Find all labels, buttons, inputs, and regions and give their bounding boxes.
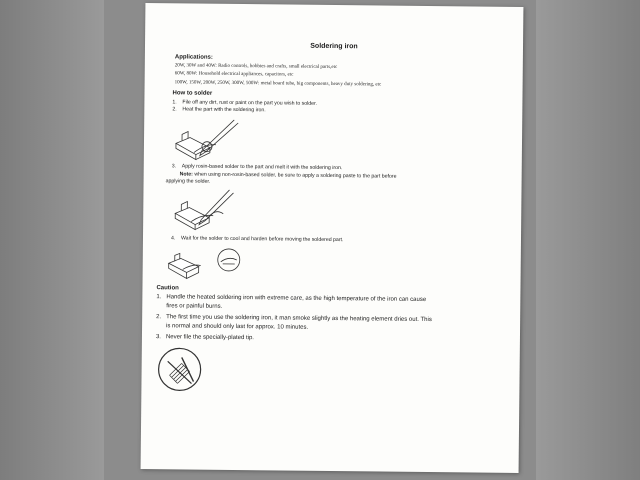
caution-2-number: 2. [156,314,162,321]
caution-item-2-line-2: is normal and should only last for approx. 10 minutes. [166,323,309,331]
step-2-text: Heat the part with the soldering iron. [182,106,266,114]
background-right [536,0,640,480]
caution-item-1-line-2: fires or painful burns. [166,303,223,310]
step-3-number: 3. [171,163,177,170]
soldering-cool-illustration-icon [165,245,249,282]
soldering-apply-solder-illustration-icon [171,183,244,234]
no-filing-tip-icon [155,345,204,394]
step-2 [172,106,265,113]
caution-3-number: 3. [155,334,161,341]
step-3 [172,163,343,171]
step-4-text: Wait for the solder to cool and harden before moving the soldered part. [180,235,344,244]
step-4 [171,235,344,243]
caution-1-number: 1. [156,294,162,301]
applications-line-3: 100W, 150W, 200W, 250W, 300W, 500W: metal board tube, big components, heavy duty soldering, etc [174,80,382,88]
note-line-2: applying the solder. [165,178,211,185]
soldering-heat-illustration-icon [172,117,244,164]
applications-line-1: 20W, 30W and 40W: Radio controls, hobbies and crafts, small electrical parts,etc [174,63,338,71]
note-line-1 [180,171,397,179]
step-2-number: 2. [172,106,177,113]
caution-item-2 [156,314,432,323]
step-4-number: 4. [170,235,176,242]
document-title: Soldering iron [310,42,358,51]
note-text-1: when using non-rosin-based solder, be sure to apply a soldering paste to the part before [192,171,397,180]
applications-line-2: 60W, 80W: Household electrical appliances, capacitors, etc [174,71,294,78]
caution-1-text: Handle the heated soldering iron with extreme care, as the high temperature of the iron can cause [166,294,427,303]
applications-heading: Applications: [174,54,213,61]
note-label: Note: [179,171,193,178]
caution-heading: Caution [156,285,179,292]
step-1-text: File off any dirt, rust or paint on the part you wish to solder. [182,99,317,107]
step-3-text: Apply rosin-based solder to the part and melt it with the soldering iron. [181,163,343,172]
caution-3-text: Never file the specially-plated tip. [165,334,255,342]
caution-2-text: The first time you use the soldering iron, it man smoke slightly as the heating element dries out. This [166,314,432,324]
how-to-solder-heading: How to solder [172,90,213,97]
caution-item-3 [156,334,254,341]
document-page [141,3,524,473]
background-left [0,0,104,480]
caution-item-1 [156,294,426,303]
step-1-number: 1. [172,99,177,106]
